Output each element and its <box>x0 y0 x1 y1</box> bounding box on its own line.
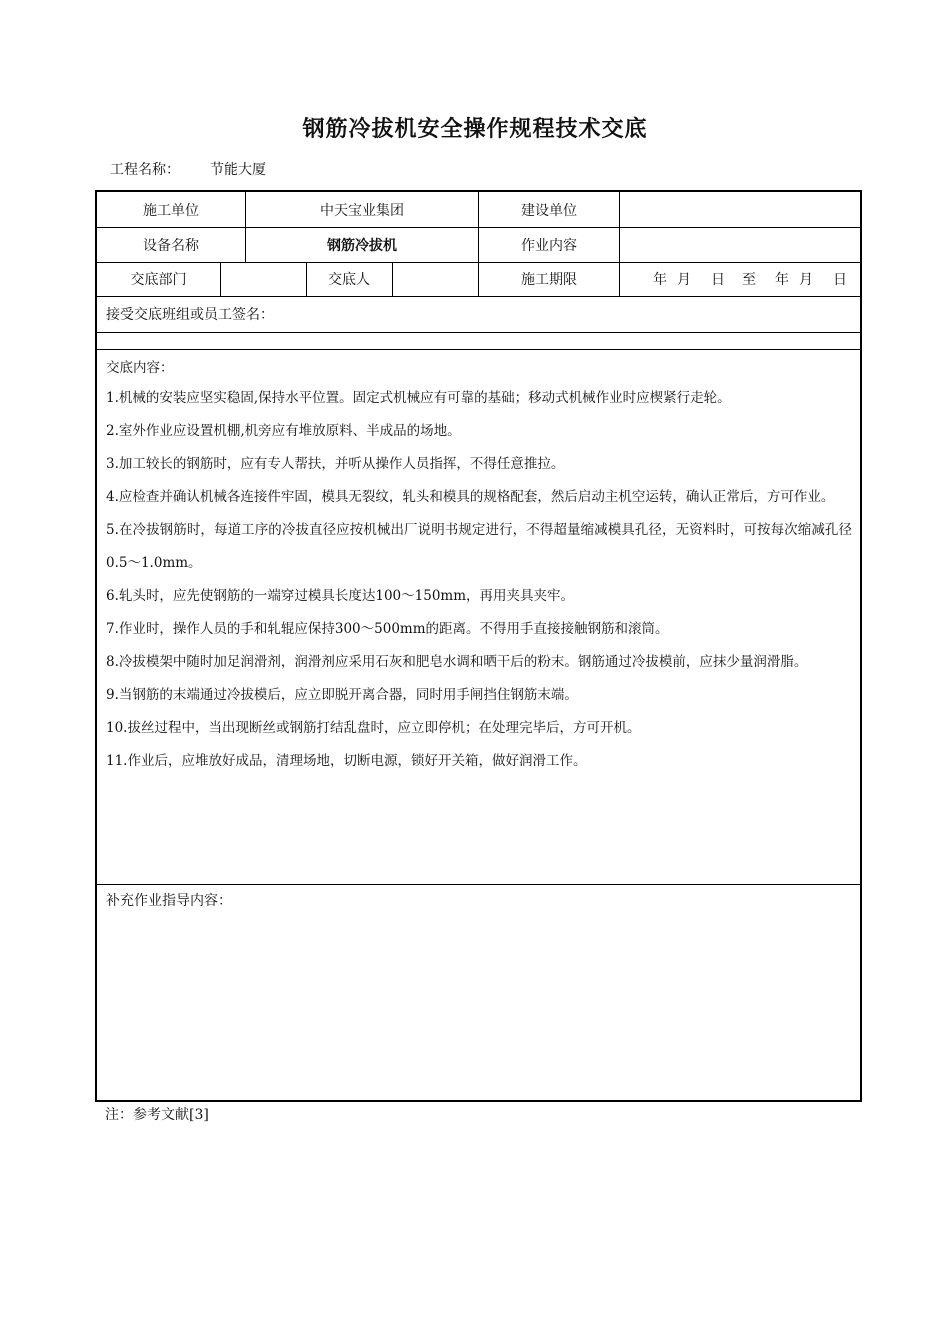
signature-label: 接受交底班组或员工签名： <box>106 307 274 323</box>
row-divider <box>97 884 860 885</box>
period-dates <box>620 262 860 296</box>
period-label: 施工期限 <box>521 272 577 288</box>
briefing-content <box>106 354 852 778</box>
content-item-4: 4.应检查并确认机械各连接件牢固，模具无裂纹，轧头和模具的规格配套，然后启动主机空运转，确认正常后，方可作业。 <box>106 489 835 505</box>
content-label: 交底内容： <box>106 360 174 376</box>
content-item-10: 10.拔丝过程中，当出现断丝或钢筋打结乱盘时，应立即停机；在处理完毕后，方可开机。 <box>106 720 641 736</box>
project-value: 节能大厦 <box>210 162 266 178</box>
content-item-5: 5.在冷拔钢筋时，每道工序的冷拔直径应按机械出厂说明书规定进行，不得超量缩减模具孔径，无资料时，可按每次缩减孔径0.5～1.0mm。 <box>106 522 852 571</box>
period-month-2: 月 <box>799 272 813 288</box>
equipment-value: 钢筋冷拔机 <box>327 237 397 254</box>
content-item-6: 6.轧头时，应先使钢筋的一端穿过模具长度达100～150mm，再用夹具夹牢。 <box>106 588 575 604</box>
period-day-1: 日 <box>711 272 725 288</box>
content-item-2: 2.室外作业应设置机棚,机旁应有堆放原料、半成品的场地。 <box>106 423 461 439</box>
content-item-9: 9.当钢筋的末端通过冷拔模后，应立即脱开离合器，同时用手闸挡住钢筋末端。 <box>106 687 578 703</box>
person-label: 交底人 <box>328 272 370 288</box>
period-day-2: 日 <box>833 272 847 288</box>
project-label: 工程名称： <box>110 162 180 178</box>
col-divider <box>220 262 221 296</box>
construction-unit-label: 施工单位 <box>143 202 199 219</box>
period-year-1: 年 <box>653 272 667 288</box>
col-divider <box>392 262 393 296</box>
row-divider <box>97 349 860 350</box>
content-item-7: 7.作业时，操作人员的手和轧辊应保持300～500mm的距离。不得用手直接接触钢筋和滚筒。 <box>106 621 669 637</box>
content-item-11: 11.作业后，应堆放好成品，清理场地，切断电源，锁好开关箱，做好润滑工作。 <box>106 753 587 769</box>
content-item-1: 1.机械的安装应坚实稳固,保持水平位置。固定式机械应有可靠的基础；移动式机械作业时应楔紧行走轮。 <box>106 390 731 406</box>
equipment-label: 设备名称 <box>143 237 199 254</box>
content-item-3: 3.加工较长的钢筋时，应有专人帮扶，并听从操作人员指挥，不得任意推拉。 <box>106 456 565 472</box>
content-item-8: 8.冷拔模架中随时加足润滑剂，润滑剂应采用石灰和肥皂水调和晒干后的粉末。钢筋通过冷拔模前，应抹少量润滑脂。 <box>106 654 808 670</box>
briefing-table <box>95 190 862 1102</box>
period-to: 至 <box>742 272 756 288</box>
owner-unit-value <box>620 192 860 227</box>
supplement-label: 补充作业指导内容： <box>106 893 232 909</box>
row-divider <box>97 296 860 297</box>
work-content-label: 作业内容 <box>521 237 577 254</box>
construction-unit-value: 中天宝业集团 <box>320 202 404 219</box>
document-title: 钢筋冷拔机安全操作规程技术交底 <box>302 117 648 142</box>
row-divider <box>97 332 860 333</box>
period-month-1: 月 <box>677 272 691 288</box>
project-name-line <box>110 159 266 179</box>
period-year-2: 年 <box>775 272 789 288</box>
dept-label: 交底部门 <box>130 272 187 288</box>
owner-unit-label: 建设单位 <box>521 202 577 219</box>
work-content-value <box>620 227 860 262</box>
reference-note: 注：参考文献[3] <box>105 1107 209 1123</box>
